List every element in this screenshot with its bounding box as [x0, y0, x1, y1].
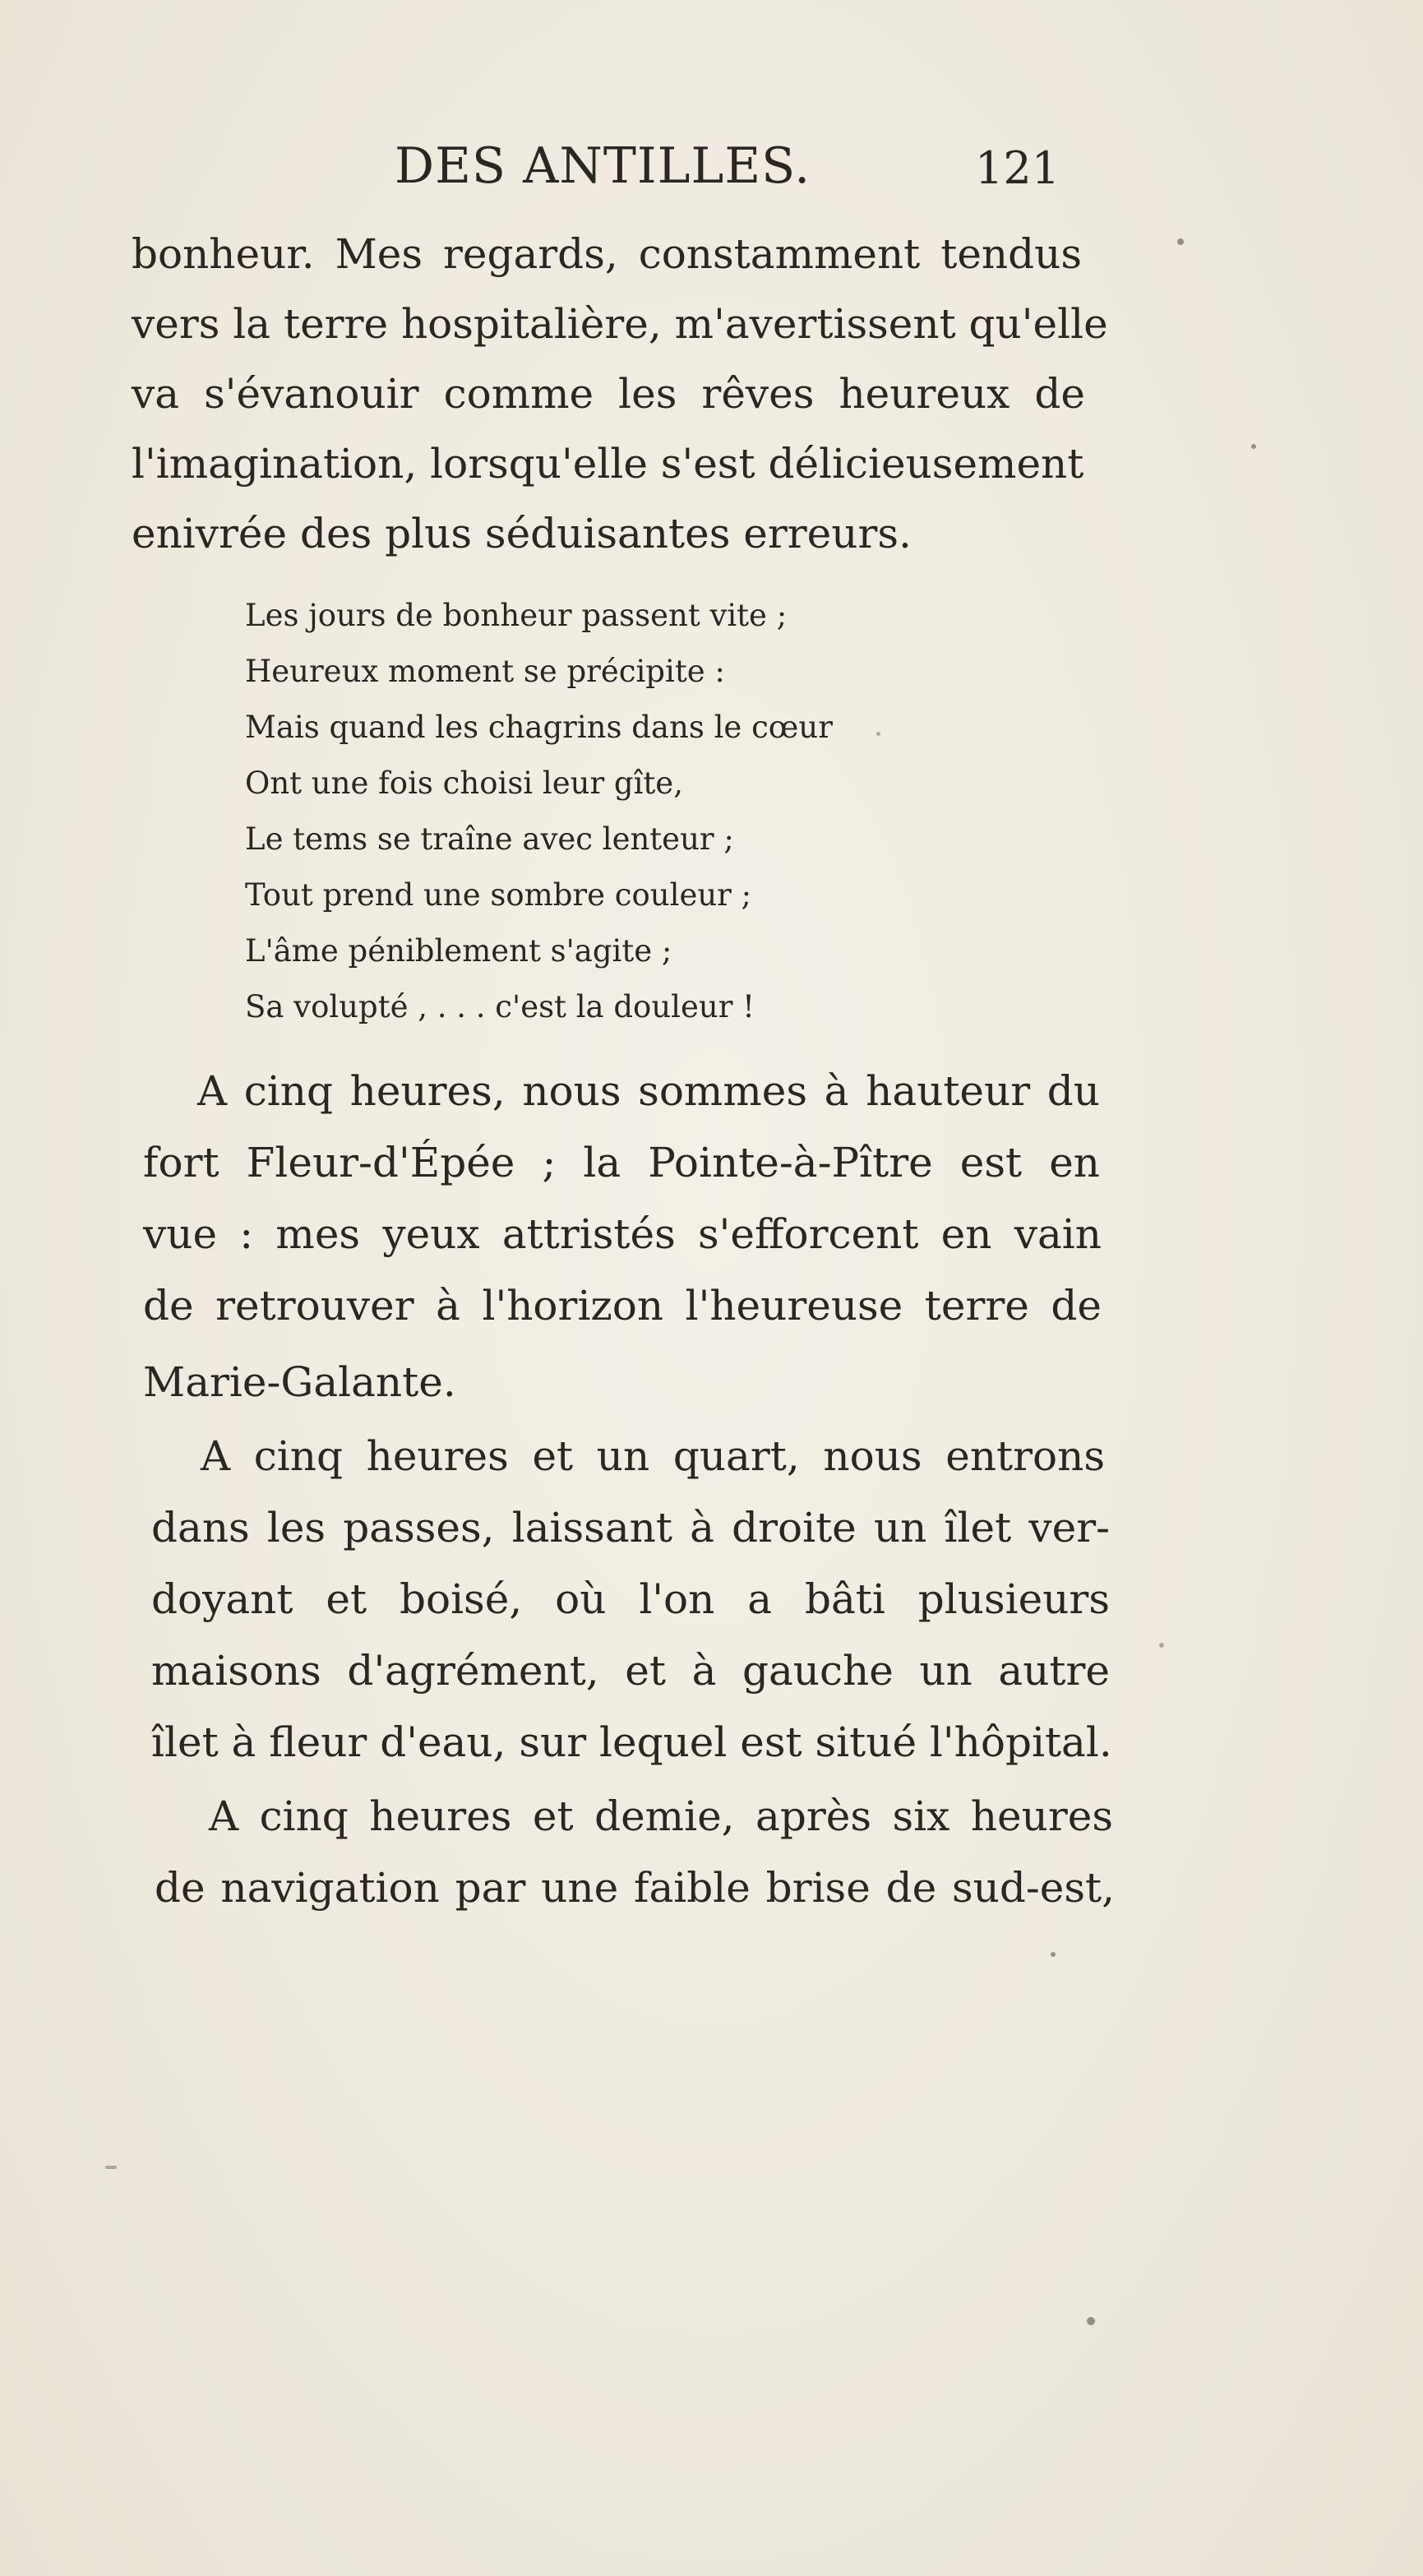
page-number: 121	[975, 142, 1060, 194]
paper-speck	[876, 732, 880, 736]
paper-speck	[1087, 2317, 1095, 2325]
verse-line: Tout prend une sombre couleur ;	[245, 877, 752, 913]
paragraph-line: A cinq heures et demie, après six heures	[209, 1792, 1113, 1840]
paragraph-line: l'imagination, lorsqu'elle s'est délicieusement	[132, 440, 1084, 488]
paper-speck	[1159, 1643, 1164, 1648]
paragraph-line: fort Fleur-d'Épée ; la Pointe-à-Pître est en	[143, 1139, 1100, 1186]
verse-line: Sa volupté , . . . c'est la douleur !	[245, 989, 755, 1024]
paragraph-line: A cinq heures et un quart, nous entrons	[201, 1432, 1105, 1480]
verse-line: Les jours de bonheur passent vite ;	[245, 598, 788, 633]
paragraph-line: A cinq heures, nous sommes à hauteur du	[197, 1067, 1100, 1115]
running-title: DES ANTILLES.	[395, 137, 811, 195]
verse-line: Mais quand les chagrins dans le cœur	[245, 710, 833, 745]
paper-speck	[1177, 238, 1184, 245]
verse-line: Heureux moment se précipite :	[245, 654, 725, 689]
paper-speck	[105, 2166, 117, 2169]
paragraph-line: îlet à fleur d'eau, sur lequel est situé l'hôpital.	[151, 1718, 1112, 1766]
paper-speck	[1051, 1952, 1056, 1957]
paragraph-line: va s'évanouir comme les rêves heureux de	[132, 370, 1085, 418]
paragraph-line: vue : mes yeux attristés s'efforcent en vain	[143, 1210, 1102, 1258]
paragraph-line: bonheur. Mes regards, constamment tendus	[132, 230, 1082, 278]
paragraph-line: de retrouver à l'horizon l'heureuse terre de	[143, 1282, 1102, 1330]
paragraph-line: enivrée des plus séduisantes erreurs.	[132, 510, 912, 557]
paragraph-line: maisons d'agrément, et à gauche un autre	[151, 1647, 1110, 1695]
paragraph-line: dans les passes, laissant à droite un îlet ver-	[151, 1504, 1110, 1552]
verse-line: Ont une fois choisi leur gîte,	[245, 765, 683, 801]
paragraph-line: vers la terre hospitalière, m'avertissent qu'elle	[132, 300, 1108, 348]
paragraph-line: doyant et boisé, où l'on a bâti plusieurs	[151, 1575, 1110, 1623]
paper-speck	[1251, 444, 1256, 449]
paragraph-line: Marie-Galante.	[143, 1358, 456, 1406]
verse-line: L'âme péniblement s'agite ;	[245, 933, 672, 969]
verse-line: Le tems se traîne avec lenteur ;	[245, 821, 734, 857]
paragraph-line: de navigation par une faible brise de sud-est,	[155, 1864, 1115, 1912]
